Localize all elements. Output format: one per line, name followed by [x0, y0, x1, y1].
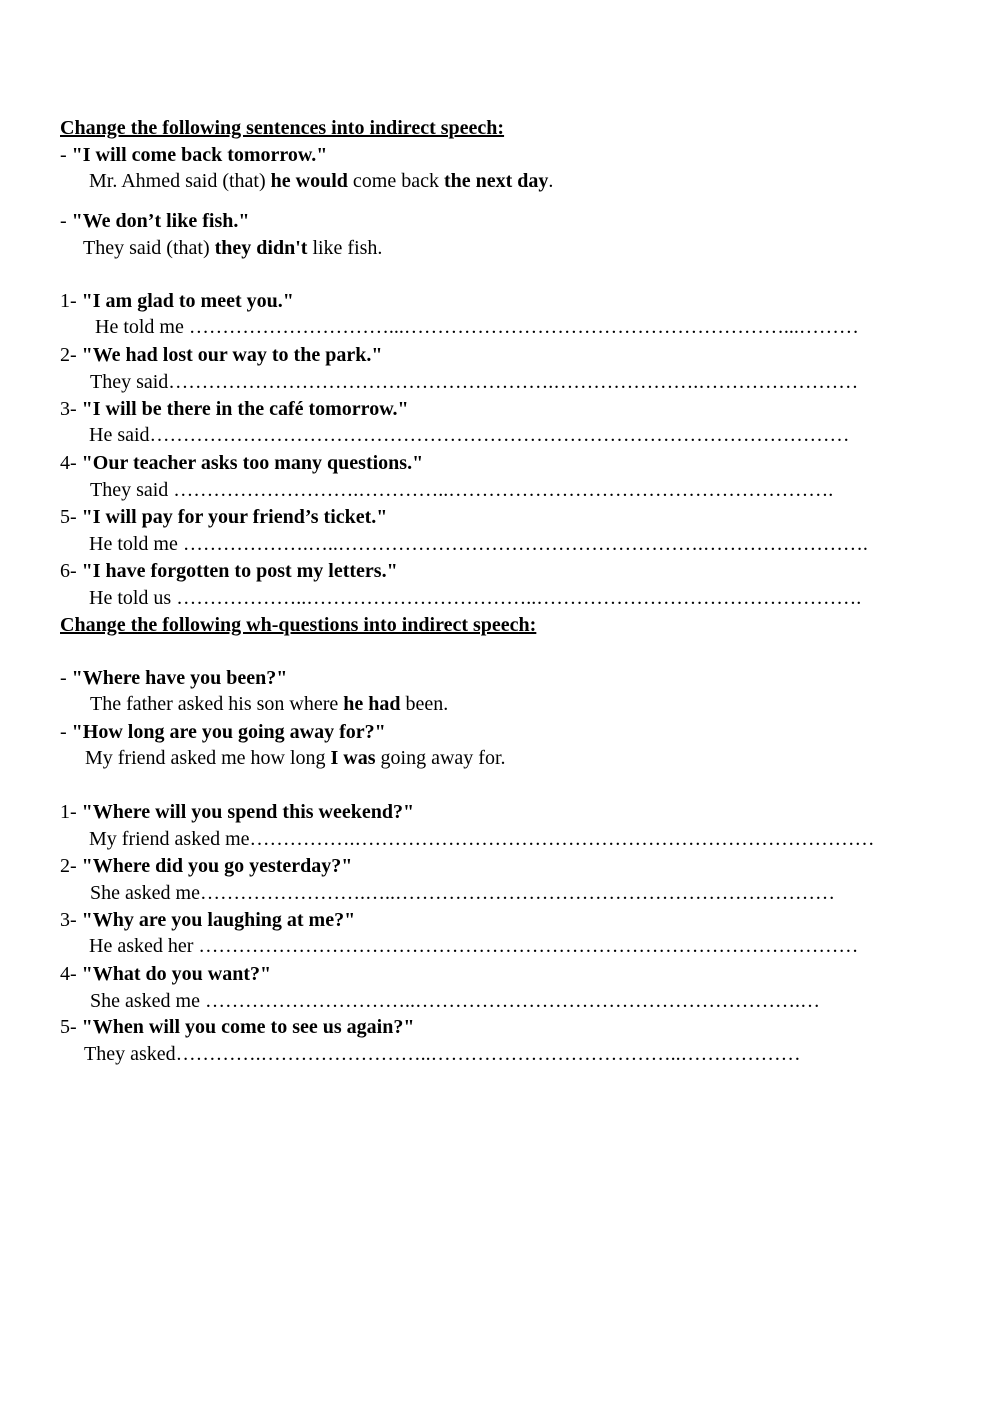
- exercise-question: [60, 907, 355, 933]
- exercise-number: 5-: [60, 506, 82, 528]
- exercise-answer-line[interactable]: She asked me …………………………..………………………………………………….…: [90, 990, 820, 1012]
- exercise-quote: "When will you come to see us again?": [81, 1016, 415, 1038]
- exercise-question: [60, 288, 294, 314]
- answer-bold: he would: [270, 170, 348, 192]
- section1-heading: Change the following sentences into indirect speech:: [60, 117, 505, 139]
- exercise-answer-line[interactable]: He asked her ………………………………………………………………………………………: [89, 935, 859, 957]
- exercise-quote: "I will be there in the café tomorrow.": [81, 398, 409, 420]
- exercise-question: [60, 558, 398, 584]
- example-prefix: -: [60, 667, 72, 689]
- exercise-answer-line[interactable]: They asked………….……………………..………………………………..………………: [84, 1043, 801, 1065]
- exercise-answer-line[interactable]: He told me ……………….…..……………………………………………….…………………….: [89, 533, 868, 555]
- exercise-quote: "Why are you laughing at me?": [81, 909, 356, 931]
- example-quote: "How long are you going away for?": [71, 721, 386, 743]
- exercise-quote: "Our teacher asks too many questions.": [81, 452, 424, 474]
- exercise-answer-line[interactable]: He told us ………………..……………………………..………………………………………….: [89, 587, 862, 609]
- exercise-number: 1-: [60, 801, 82, 823]
- exercise-answer-line[interactable]: He said……………………………………………………………………………………………: [89, 424, 850, 446]
- answer-text: They said (that): [83, 237, 215, 259]
- example2-answer: [83, 235, 382, 261]
- answer-text: .: [548, 170, 554, 192]
- example-quote: "Where have you been?": [71, 667, 288, 689]
- exercise-quote: "I am glad to meet you.": [81, 290, 294, 312]
- answer-text: come back: [347, 170, 444, 192]
- example1-answer: [89, 168, 553, 194]
- answer-text: My friend asked me how long: [85, 747, 331, 769]
- answer-bold: they didn't: [214, 237, 308, 259]
- exercise-answer-line[interactable]: She asked me…………………….…..…………………………………………………………: [90, 882, 835, 904]
- example-prefix: -: [60, 210, 72, 232]
- exercise-question: [60, 504, 387, 530]
- exercise-number: 2-: [60, 855, 82, 877]
- exercise-number: 3-: [60, 398, 82, 420]
- answer-bold: he had: [343, 693, 401, 715]
- exercise-question: [60, 853, 352, 879]
- exercise-answer-line[interactable]: He told me …………………………...…………………………………………………...………: [95, 316, 859, 338]
- example4-answer: [85, 745, 506, 771]
- exercise-number: 5-: [60, 1016, 82, 1038]
- example-quote: "We don’t like fish.": [71, 210, 250, 232]
- exercise-number: 6-: [60, 560, 82, 582]
- exercise-question: [60, 799, 414, 825]
- exercise-quote: "Where did you go yesterday?": [81, 855, 353, 877]
- exercise-question: [60, 961, 271, 987]
- example4-quote-line: [60, 719, 386, 745]
- exercise-answer-line[interactable]: They said ……………………….…………..………………………………………………….: [90, 479, 834, 501]
- answer-bold: the next day: [443, 170, 549, 192]
- exercise-quote: "What do you want?": [81, 963, 272, 985]
- exercise-question: [60, 342, 382, 368]
- example-prefix: -: [60, 144, 72, 166]
- exercise-number: 1-: [60, 290, 82, 312]
- answer-text: The father asked his son where: [90, 693, 344, 715]
- answer-bold: I was: [330, 747, 376, 769]
- example2-quote-line: [60, 208, 249, 234]
- section2-heading: Change the following wh-questions into indirect speech:: [60, 614, 537, 636]
- exercise-quote: "I have forgotten to post my letters.": [81, 560, 398, 582]
- exercise-answer-line[interactable]: They said………………………………………………….………………….……………………: [90, 371, 859, 393]
- example3-answer: [90, 691, 448, 717]
- exercise-question: [60, 396, 409, 422]
- exercise-answer-line[interactable]: My friend asked me…………….……………………………………………………………………: [89, 828, 875, 850]
- exercise-question: [60, 1014, 414, 1040]
- exercise-number: 4-: [60, 452, 82, 474]
- exercise-quote: "I will pay for your friend’s ticket.": [81, 506, 388, 528]
- exercise-number: 4-: [60, 963, 82, 985]
- answer-text: like fish.: [307, 237, 383, 259]
- exercise-quote: "Where will you spend this weekend?": [81, 801, 415, 823]
- answer-text: been.: [400, 693, 449, 715]
- answer-text: going away for.: [375, 747, 506, 769]
- example-quote: "I will come back tomorrow.": [71, 144, 328, 166]
- answer-text: Mr. Ahmed said (that): [89, 170, 271, 192]
- example1-quote-line: [60, 142, 327, 168]
- exercise-question: [60, 450, 423, 476]
- example-prefix: -: [60, 721, 72, 743]
- exercise-number: 3-: [60, 909, 82, 931]
- exercise-quote: "We had lost our way to the park.": [81, 344, 383, 366]
- exercise-number: 2-: [60, 344, 82, 366]
- example3-quote-line: [60, 665, 287, 691]
